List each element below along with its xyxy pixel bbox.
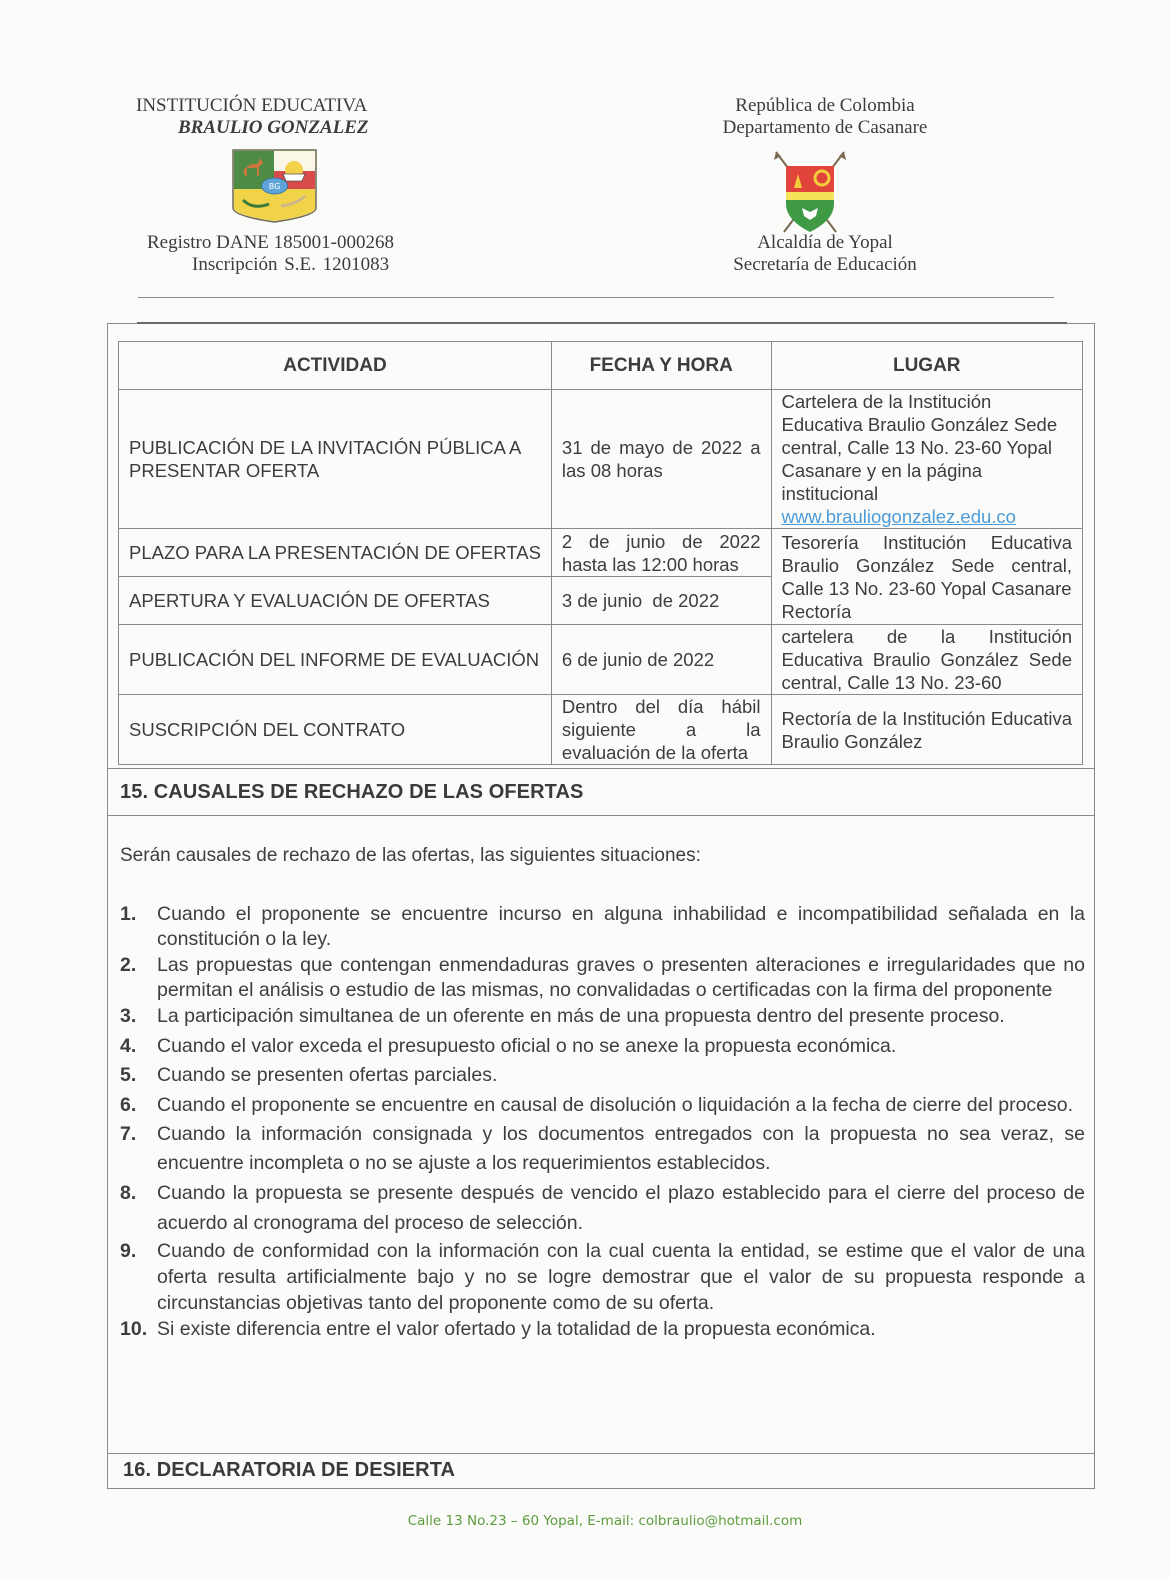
list-text: Cuando el proponente se encuentre incurso en alguna inhabilidad e incompatibilidad señalada en la constitución o la ley. <box>157 903 1085 950</box>
registro-dane: Registro DANE 185001-000268 <box>147 232 394 253</box>
list-item <box>120 1316 1085 1342</box>
list-number: 6. <box>120 1094 137 1116</box>
list-item <box>120 1090 1085 1120</box>
list-number: 2. <box>120 954 137 976</box>
cell-lugar: Rectoría de la Institución Educativa Braulio González <box>771 695 1083 765</box>
cell-actividad: APERTURA Y EVALUACIÓN DE OFERTAS <box>119 577 552 625</box>
list-text: Cuando la información consignada y los documentos entregados con la propuesta no sea veraz, se encuentre incompleta o no se ajuste a los requerimientos establecidos. <box>157 1123 1085 1174</box>
section-divider <box>108 815 1095 816</box>
yopal-coat-of-arms-icon <box>770 148 850 236</box>
cell-lugar <box>771 390 1083 529</box>
list-number: 9. <box>120 1240 137 1262</box>
list-item <box>120 902 1085 952</box>
col-header-lugar: LUGAR <box>771 342 1083 390</box>
institution-name: BRAULIO GONZALEZ <box>178 117 369 138</box>
col-header-fecha: FECHA Y HORA <box>551 342 771 390</box>
list-text: Cuando el proponente se encuentre en causal de disolución o liquidación a la fecha de cierre del proceso. <box>157 1094 1074 1116</box>
schedule-table <box>118 341 1083 765</box>
header-divider <box>138 297 1054 298</box>
footer-contact: Calle 13 No.23 – 60 Yopal, E-mail: colbraulio@hotmail.com <box>407 1513 803 1529</box>
inscripcion-se: Inscripción S.E. 1201083 <box>192 254 390 275</box>
department-label: Departamento de Casanare <box>722 117 928 138</box>
list-text: Cuando el valor exceda el presupuesto oficial o no se anexe la propuesta económica. <box>157 1035 897 1057</box>
cell-fecha: 2 de junio de 2022 hasta las 12:00 horas <box>551 529 771 577</box>
cell-actividad: SUSCRIPCIÓN DEL CONTRATO <box>119 695 552 765</box>
cell-actividad: PUBLICACIÓN DE LA INVITACIÓN PÚBLICA A PRESENTAR OFERTA <box>119 390 552 529</box>
table-row <box>119 390 1083 529</box>
list-number: 5. <box>120 1064 137 1086</box>
cell-fecha: 6 de junio de 2022 <box>551 625 771 695</box>
list-item <box>120 1001 1085 1032</box>
list-text: Las propuestas que contengan enmendaduras graves o presenten alteraciones e irregularidades que no permitan el análisis o estudio de las mismas, no convalidadas o certificadas con la firma del proponente <box>157 954 1085 1001</box>
list-text: Cuando de conformidad con la información con la cual cuenta la entidad, se estime que el valor de una oferta resulta artificialmente bajo y no se logre demostrar que el valor de su propuesta responde a circunstancias objetivas tanto del proponente como de su oferta. <box>157 1240 1085 1314</box>
institution-crest-icon <box>231 148 318 224</box>
list-item <box>120 1120 1085 1178</box>
list-item <box>120 1061 1085 1090</box>
list-number: 1. <box>120 903 137 925</box>
cell-lugar: cartelera de la Institución Educativa Braulio González Sede central, Calle 13 No. 23-60 <box>771 625 1083 695</box>
svg-text:BG: BG <box>268 182 281 191</box>
section-16-title: 16. DECLARATORIA DE DESIERTA <box>123 1459 456 1481</box>
table-row <box>119 529 1083 577</box>
secretaria-label: Secretaría de Educación <box>733 254 917 275</box>
list-text: Cuando la propuesta se presente después de vencido el plazo establecido para el cierre del proceso de acuerdo al cronograma del proceso de selección. <box>157 1182 1085 1234</box>
lugar-text-rectoria: Rectoría <box>781 601 852 622</box>
section-divider <box>108 768 1095 769</box>
section-divider <box>108 1453 1095 1454</box>
list-number: 8. <box>120 1182 137 1204</box>
list-item <box>120 953 1085 1003</box>
cell-fecha: Dentro del día hábil siguiente a la evaluación de la oferta <box>551 695 771 765</box>
alcaldia-label: Alcaldía de Yopal <box>757 232 893 253</box>
table-row <box>119 625 1083 695</box>
government-header <box>700 95 950 275</box>
cell-actividad: PLAZO PARA LA PRESENTACIÓN DE OFERTAS <box>119 529 552 577</box>
republic-label: República de Colombia <box>735 95 915 116</box>
list-text: Si existe diferencia entre el valor ofertado y la totalidad de la propuesta económica. <box>157 1318 876 1340</box>
col-header-actividad: ACTIVIDAD <box>119 342 552 390</box>
lugar-text: Cartelera de la Institución Educativa Braulio González Sede central, Calle 13 No. 23-60 Yopal Casanare y en la página institucional <box>781 391 1058 504</box>
section-15-title: 15. CAUSALES DE RECHAZO DE LAS OFERTAS <box>120 781 584 803</box>
rejection-causes-list <box>120 902 1085 1342</box>
list-text: Cuando se presenten ofertas parciales. <box>157 1064 498 1086</box>
institution-type: INSTITUCIÓN EDUCATIVA <box>136 95 368 116</box>
cell-actividad: PUBLICACIÓN DEL INFORME DE EVALUACIÓN <box>119 625 552 695</box>
frame-top-rule <box>137 322 1067 324</box>
institution-website-link[interactable]: www.brauliogonzalez.edu.co <box>781 506 1016 527</box>
list-number: 7. <box>120 1123 137 1145</box>
list-item <box>120 1238 1085 1316</box>
lugar-text: Tesorería Institución Educativa Braulio González Sede central, Calle 13 No. 23-60 Yopal Casanare <box>781 532 1072 599</box>
list-item <box>120 1032 1085 1061</box>
table-row <box>119 695 1083 765</box>
list-item <box>120 1178 1085 1238</box>
list-number: 3. <box>120 1005 137 1027</box>
section-15-intro: Serán causales de rechazo de las ofertas, las siguientes situaciones: <box>120 845 701 866</box>
list-text: La participación simultanea de un oferente en más de una propuesta dentro del presente proceso. <box>157 1005 1005 1027</box>
cell-fecha: 3 de junio de 2022 <box>551 577 771 625</box>
cell-fecha: 31 de mayo de 2022 a las 08 horas <box>551 390 771 529</box>
cell-lugar <box>771 529 1083 625</box>
table-header-row <box>119 342 1083 390</box>
list-number: 4. <box>120 1035 137 1057</box>
list-number: 10. <box>120 1318 148 1340</box>
